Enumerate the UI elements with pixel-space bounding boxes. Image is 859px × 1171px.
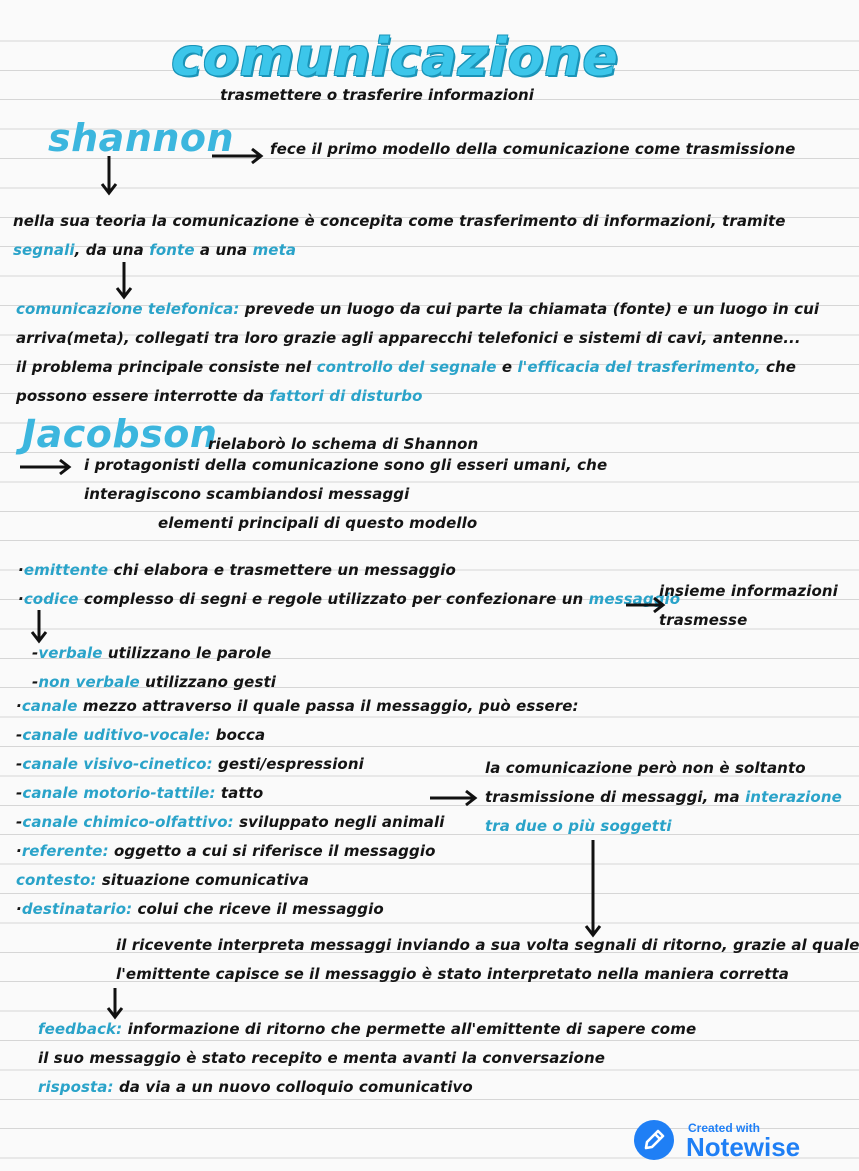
heading-jacobson: Jacobson	[22, 412, 218, 456]
element-text: situazione comunicativa	[96, 871, 309, 889]
telefonica-text: il problema principale consiste nel	[16, 358, 317, 376]
term-canale-uditivo: canale uditivo-vocale:	[22, 726, 211, 744]
shannon-theory-line-1: nella sua teoria la comunicazione è concepita come trasferimento di informazioni, tramite	[13, 212, 786, 230]
term-segnali: segnali	[13, 241, 75, 259]
term-feedback: feedback:	[38, 1020, 123, 1038]
jacobson-line-2: interagiscono scambiandosi messaggi	[84, 485, 410, 503]
feedback-line-1	[38, 1020, 696, 1038]
term-efficacia: l'efficacia del trasferimento,	[517, 358, 761, 376]
term-emittente: emittente	[23, 561, 109, 579]
messaggio-note-line-2: trasmesse	[659, 611, 748, 629]
canale-chimico: -canale chimico-olfattivo: sviluppato negli animali	[16, 813, 445, 831]
interaction-line-2	[485, 788, 842, 806]
element-verbale: -verbale utilizzano le parole	[32, 644, 272, 662]
arrow-down-icon	[101, 156, 117, 196]
term-meta: meta	[252, 241, 297, 259]
term-codice: codice	[23, 590, 79, 608]
telefonica-line-2: arriva(meta), collegati tra loro grazie agli apparecchi telefonici e sistemi di cavi, antenne...	[16, 329, 801, 347]
term-canale-visivo: canale visivo-cinetico:	[22, 755, 213, 773]
term-referente: referente:	[21, 842, 109, 860]
element-contesto	[16, 871, 309, 889]
term-fattori-disturbo: fattori di disturbo	[269, 387, 423, 405]
term-fonte: fonte	[149, 241, 195, 259]
element-text: chi elabora e trasmettere un messaggio	[108, 561, 456, 579]
element-text: utilizzano gesti	[139, 673, 276, 691]
theory-text: , da una	[74, 241, 150, 259]
element-emittente: ·emittente chi elabora e trasmettere un messaggio	[18, 561, 456, 579]
element-text: tatto	[215, 784, 264, 802]
page-title: comunicazione	[171, 28, 619, 88]
telefonica-text: che	[760, 358, 797, 376]
term-messaggio: messaggio	[588, 590, 681, 608]
term-canale: canale	[21, 697, 78, 715]
element-text: mezzo attraverso il quale passa il messaggio, può essere:	[77, 697, 579, 715]
arrow-right-icon	[430, 790, 478, 806]
element-text: gesti/espressioni	[212, 755, 364, 773]
jacobson-note: rielaborò lo schema di Shannon	[208, 435, 479, 453]
element-text: complesso di segni e regole utilizzato per confezionare un	[78, 590, 589, 608]
shannon-theory-line-2	[13, 241, 296, 259]
canale-uditivo: -canale uditivo-vocale: bocca	[16, 726, 266, 744]
interaction-line-1: la comunicazione però non è soltanto	[485, 759, 806, 777]
term-destinatario: destinatario:	[21, 900, 133, 918]
arrow-right-icon	[20, 459, 72, 475]
element-text: sviluppato negli animali	[233, 813, 445, 831]
element-destinatario: ·destinatario: colui che riceve il messaggio	[16, 900, 384, 918]
page-subtitle: trasmettere o trasferire informazioni	[220, 86, 534, 104]
jacobson-line-1: i protagonisti della comunicazione sono gli esseri umani, che	[84, 456, 608, 474]
interaction-line-3: tra due o più soggetti	[485, 817, 672, 835]
term-verbale: verbale	[38, 644, 103, 662]
telefonica-line-1	[16, 300, 819, 318]
notewise-logo	[634, 1120, 674, 1160]
term-canale-chimico: canale chimico-olfattivo:	[22, 813, 234, 831]
term-controllo-segnale: controllo del segnale	[316, 358, 497, 376]
badge-brand: Notewise	[686, 1132, 801, 1162]
arrow-down-icon	[585, 840, 601, 938]
element-text: oggetto a cui si riferisce il messaggio	[108, 842, 436, 860]
element-text: colui che riceve il messaggio	[132, 900, 384, 918]
term-canale-motorio: canale motorio-tattile:	[22, 784, 216, 802]
shannon-note: fece il primo modello della comunicazione come trasmissione	[270, 140, 796, 158]
badge-created-with: Created with	[688, 1121, 761, 1135]
canale-motorio: -canale motorio-tattile: tatto	[16, 784, 264, 802]
telefonica-line-4	[16, 387, 423, 405]
element-text: bocca	[210, 726, 266, 744]
element-codice: ·codice complesso di segni e regole utilizzato per confezionare un messaggio	[18, 590, 681, 608]
theory-text: a una	[194, 241, 253, 259]
element-text: utilizzano le parole	[102, 644, 272, 662]
term-interazione: interazione	[745, 788, 842, 806]
telefonica-line-3	[16, 358, 796, 376]
element-referente: ·referente: oggetto a cui si riferisce il messaggio	[16, 842, 436, 860]
ricevente-line-1: il ricevente interpreta messaggi inviando a sua volta segnali di ritorno, grazie al quale	[116, 936, 859, 954]
jacobson-line-3: elementi principali di questo modello	[158, 514, 478, 532]
term-contesto: contesto:	[16, 871, 97, 889]
canale-visivo: -canale visivo-cinetico: gesti/espressioni	[16, 755, 364, 773]
feedback-line-2: il suo messaggio è stato recepito e menta avanti la conversazione	[38, 1049, 606, 1067]
ricevente-line-2: l'emittente capisce se il messaggio è stato interpretato nella maniera corretta	[116, 965, 789, 983]
arrow-down-icon	[31, 610, 47, 644]
feedback-text: informazione di ritorno che permette all'emittente di sapere come	[122, 1020, 697, 1038]
term-comunicazione-telefonica: comunicazione telefonica:	[16, 300, 240, 318]
arrow-down-icon	[116, 262, 132, 300]
term-non-verbale: non verbale	[38, 673, 140, 691]
arrow-right-icon	[212, 148, 264, 164]
telefonica-text: prevede un luogo da cui parte la chiamata (fonte) e un luogo in cui	[239, 300, 820, 318]
arrow-down-icon	[107, 988, 123, 1020]
messaggio-note-line-1: insieme informazioni	[659, 582, 838, 600]
heading-shannon: shannon	[48, 116, 235, 160]
risposta-text: da via a un nuovo colloquio comunicativo	[113, 1078, 473, 1096]
interaction-text: trasmissione di messaggi, ma	[485, 788, 746, 806]
telefonica-text: possono essere interrotte da	[16, 387, 270, 405]
pencil-icon	[634, 1120, 674, 1160]
element-non-verbale: -non verbale utilizzano gesti	[32, 673, 276, 691]
element-canale: ·canale mezzo attraverso il quale passa il messaggio, può essere:	[16, 697, 579, 715]
term-risposta: risposta:	[38, 1078, 114, 1096]
risposta-line	[38, 1078, 473, 1096]
telefonica-text: e	[496, 358, 518, 376]
